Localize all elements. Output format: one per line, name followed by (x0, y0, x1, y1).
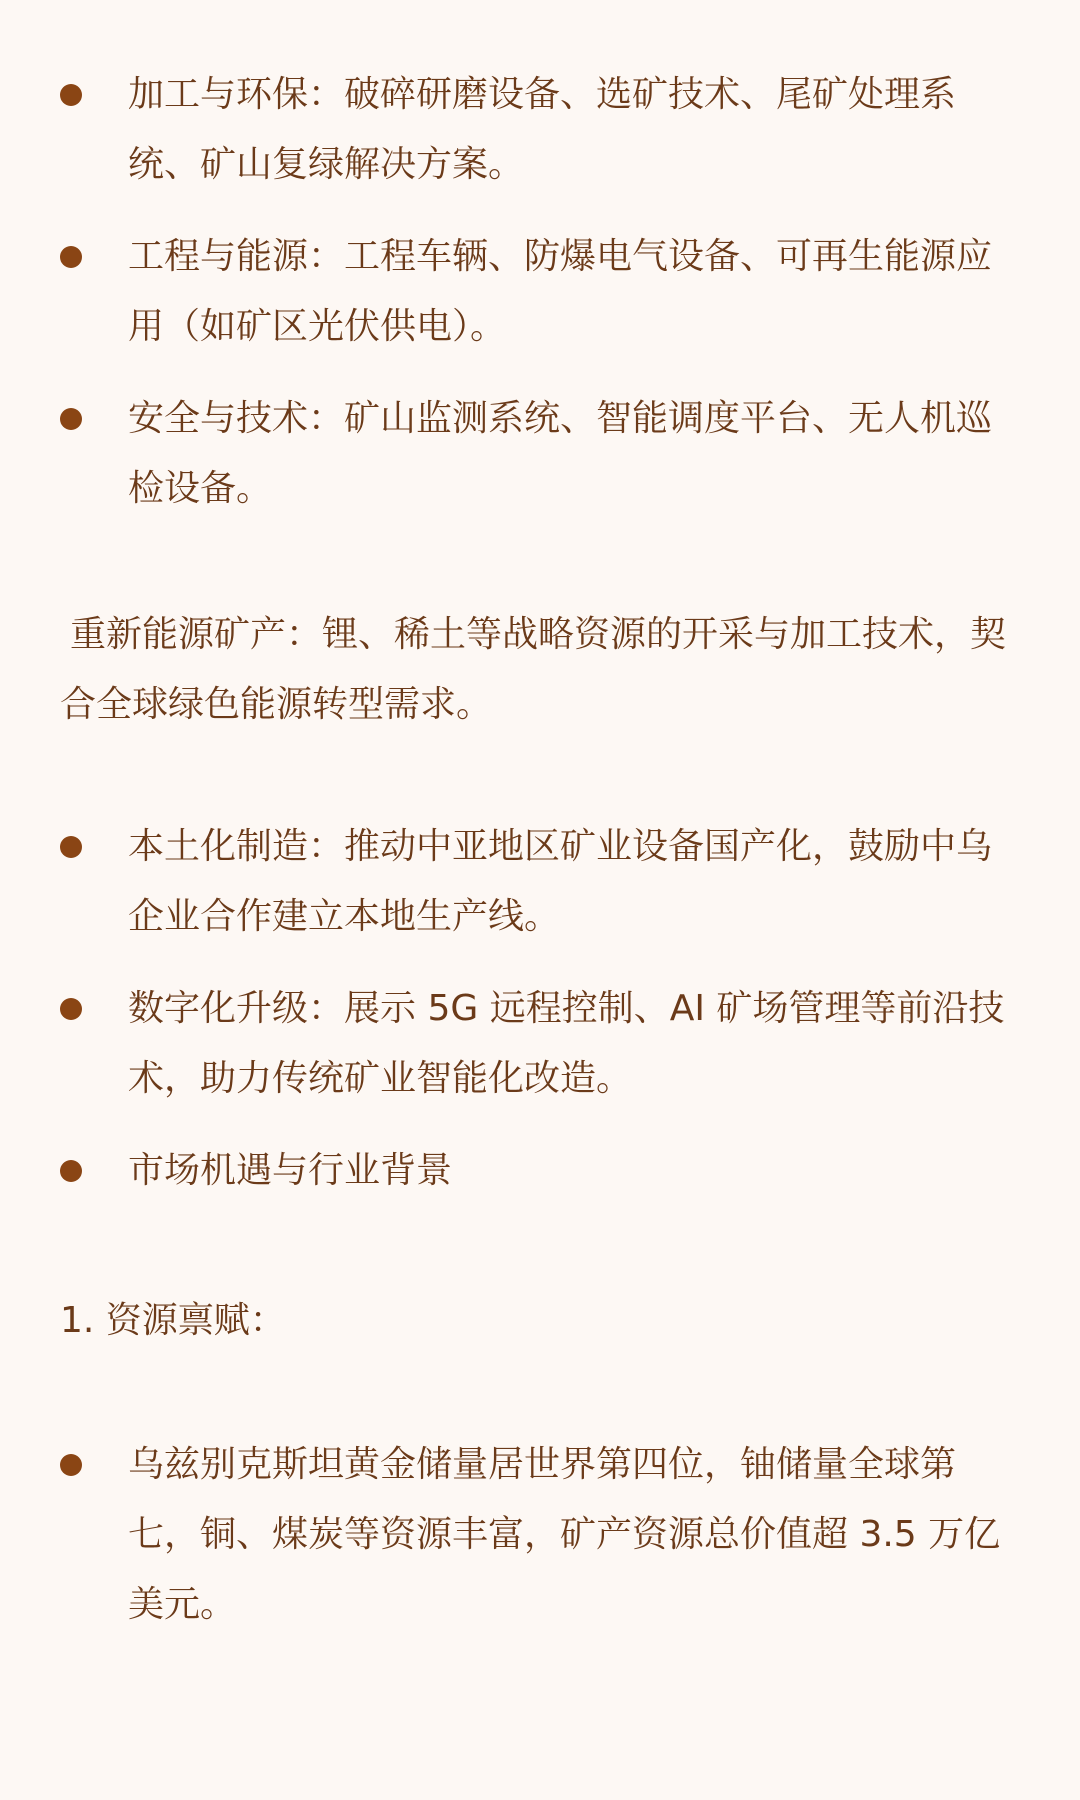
resource-list (0, 1430, 1080, 1640)
bullet-icon (60, 998, 82, 1020)
bullet-icon (60, 1454, 82, 1476)
bullet-icon (60, 84, 82, 106)
bullet-icon (60, 1160, 82, 1182)
bullet-icon (60, 246, 82, 268)
list-item (0, 974, 1080, 1114)
list-item (0, 60, 1080, 200)
list-item (0, 1136, 1080, 1206)
list-item-text: 安全与技术：矿山监测系统、智能调度平台、无人机巡检设备。 (128, 398, 993, 509)
list-item (0, 812, 1080, 952)
list-item-text: 工程与能源：工程车辆、防爆电气设备、可再生能源应用（如矿区光伏供电）。 (128, 236, 993, 347)
trend-list (0, 812, 1080, 1206)
list-item (0, 384, 1080, 524)
list-item-text: 市场机遇与行业背景 (128, 1150, 453, 1191)
list-item-text: 加工与环保：破碎研磨设备、选矿技术、尾矿处理系统、矿山复绿解决方案。 (128, 74, 957, 185)
bullet-icon (60, 836, 82, 858)
bullet-icon (60, 408, 82, 430)
list-item-text: 数字化升级：展示 5G 远程控制、AI 矿场管理等前沿技术，助力传统矿业智能化改造。 (128, 988, 1005, 1099)
list-item-text: 乌兹别克斯坦黄金储量居世界第四位，铀储量全球第七，铜、煤炭等资源丰富，矿产资源总价值超 3.5 万亿美元。 (128, 1444, 1001, 1625)
section-heading-resources: 1. 资源禀赋： (60, 1300, 286, 1341)
list-item-text: 本土化制造：推动中亚地区矿业设备国产化，鼓励中乌企业合作建立本地生产线。 (128, 826, 993, 937)
equipment-category-list (0, 60, 1080, 524)
list-item (0, 1430, 1080, 1640)
paragraph-new-energy-minerals: 重新能源矿产：锂、稀土等战略资源的开采与加工技术，契合全球绿色能源转型需求。 (60, 614, 1007, 725)
list-item (0, 222, 1080, 362)
